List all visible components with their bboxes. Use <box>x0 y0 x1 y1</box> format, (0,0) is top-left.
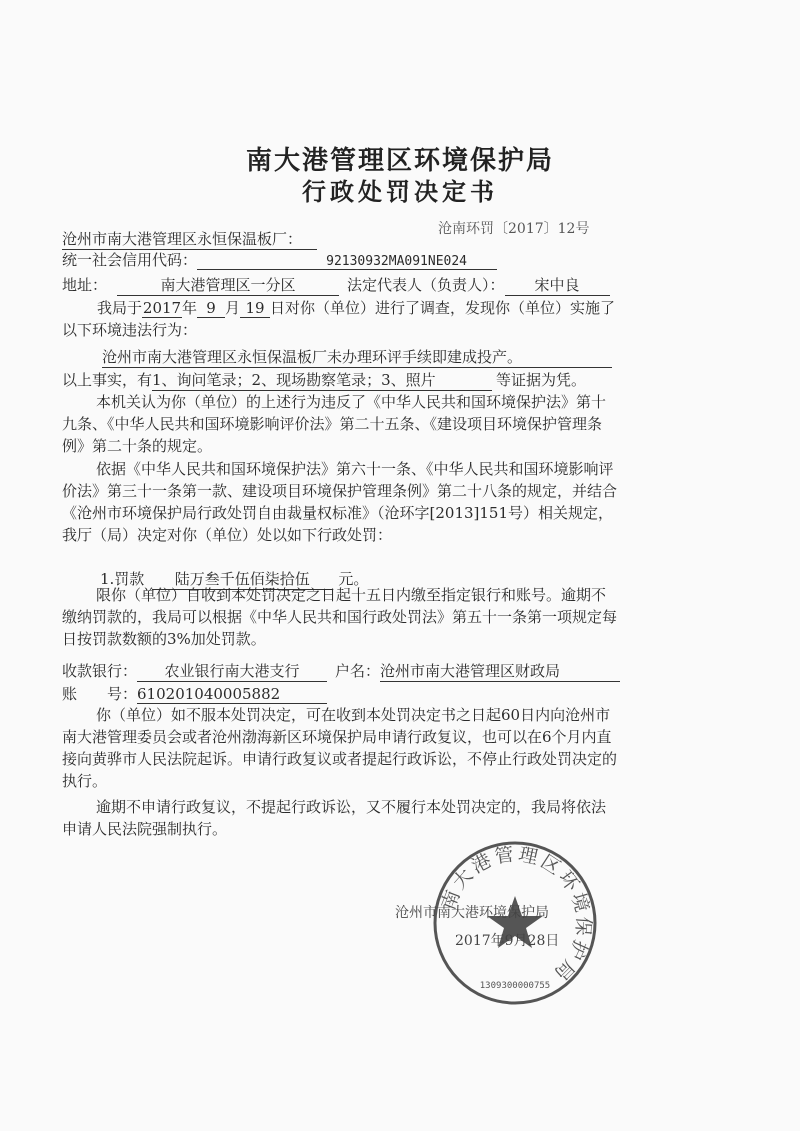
year-char: 年 <box>182 299 198 317</box>
bank-line <box>62 660 620 682</box>
bank-value: 农业银行南大港支行 <box>137 660 327 682</box>
fine-suffix: 元。 <box>338 570 369 588</box>
party-name-line <box>62 228 317 250</box>
document-number: 沧南环罚〔2017〕12号 <box>438 221 590 237</box>
violation-text: 沧州市南大港管理区永恒保温板厂未办理环评手续即建成投产。 <box>102 346 612 368</box>
svg-text:1309300000755: 1309300000755 <box>479 981 551 991</box>
svg-text:南大港管理区环境保护局: 南大港管理区环境保护局 <box>437 843 595 987</box>
p1-prefix: 我局于 <box>97 299 143 317</box>
fine-amount: 陆万叁千伍佰柒拾伍 <box>152 568 332 590</box>
p1-suffix: 日对你（单位）进行了调查，发现你（单位）实施了 <box>270 299 616 317</box>
signer-organization: 沧州市南大港环境保护局 <box>395 905 549 921</box>
payee-label: 户名： <box>335 662 381 680</box>
investigation-year: 2017 <box>142 299 182 317</box>
document-title: 南大港管理区环境保护局 <box>245 146 554 176</box>
evidence-line <box>62 369 586 391</box>
official-seal <box>430 838 600 1008</box>
rep-value: 宋中良 <box>505 274 610 296</box>
account-label: 账 号： <box>62 685 138 703</box>
address-label: 地址： <box>62 276 108 294</box>
account-value: 610201040005882 <box>137 685 327 704</box>
investigation-month: 9 <box>197 299 225 318</box>
signature-date: 2017年9月28日 <box>455 933 560 949</box>
violation-line <box>102 346 612 368</box>
payee-value: 沧州市南大港管理区财政局 <box>380 660 620 682</box>
account-line <box>62 683 327 704</box>
bank-label: 收款银行： <box>62 662 138 680</box>
credit-code-label: 统一社会信用代码： <box>62 251 198 269</box>
evidence-prefix: 以上事实，有 <box>62 371 153 389</box>
investigation-day: 19 <box>240 299 270 318</box>
paragraph-payment-deadline: 限你（单位）自收到本处罚决定之日起十五日内缴至指定银行和账号。逾期不缴纳罚款的，我局可以根据《中华人民共和国行政处罚法》第五十一条第一项规定每日按罚款数额的3%加处罚款。 <box>62 586 618 648</box>
fine-prefix: 1.罚款 <box>100 570 145 588</box>
evidence-suffix: 等证据为凭。 <box>496 371 587 389</box>
address-line <box>62 274 610 296</box>
paragraph-1-line-1 <box>97 297 615 318</box>
evidence-list: 1、询问笔录；2、现场勘察笔录；3、照片 <box>152 369 492 391</box>
paragraph-violation-basis: 本机关认为你（单位）的上述行为违反了《中华人民共和国环境保护法》第十九条、《中华人民共和国环境影响评价法》第二十五条、《建设项目环境保护管理条例》第二十条的规定。 <box>62 393 607 455</box>
paragraph-1-line-2: 以下环境违法行为： <box>62 321 198 339</box>
month-char: 月 <box>225 299 241 317</box>
rep-label: 法定代表人（负责人）： <box>347 276 505 294</box>
address-value: 南大港管理区一分区 <box>117 274 339 296</box>
paragraph-penalty-basis: 依据《中华人民共和国环境保护法》第六十一条、《中华人民共和国环境影响评价法》第三十一条第一款、建设项目环境保护管理条例》第二十八条的规定，并结合《沧州市环境保护局行政处罚自由裁量权标准》（沧环字[2013]151号）相关规定，我厅（局）决定对你（单位）处以如下行政处罚： <box>62 460 618 544</box>
paragraph-appeal-rights: 你（单位）如不服本处罚决定，可在收到本处罚决定书之日起60日内向沧州市南大港管理委员会或者沧州渤海新区环境保护局申请行政复议，也可以在6个月内直接向黄骅市人民法院起诉。申请行政复议或者提起行政诉讼，不停止行政处罚决定的执行。 <box>62 706 618 790</box>
document-subtitle: 行政处罚决定书 <box>302 177 498 206</box>
paragraph-enforcement: 逾期不申请行政复议，不提起行政诉讼，又不履行本处罚决定的，我局将依法申请人民法院强制执行。 <box>62 798 607 838</box>
credit-code-line <box>62 249 497 270</box>
credit-code-value: 92130932MA091NE024 <box>197 254 497 270</box>
party-name: 沧州市南大港管理区永恒保温板厂： <box>62 228 317 250</box>
